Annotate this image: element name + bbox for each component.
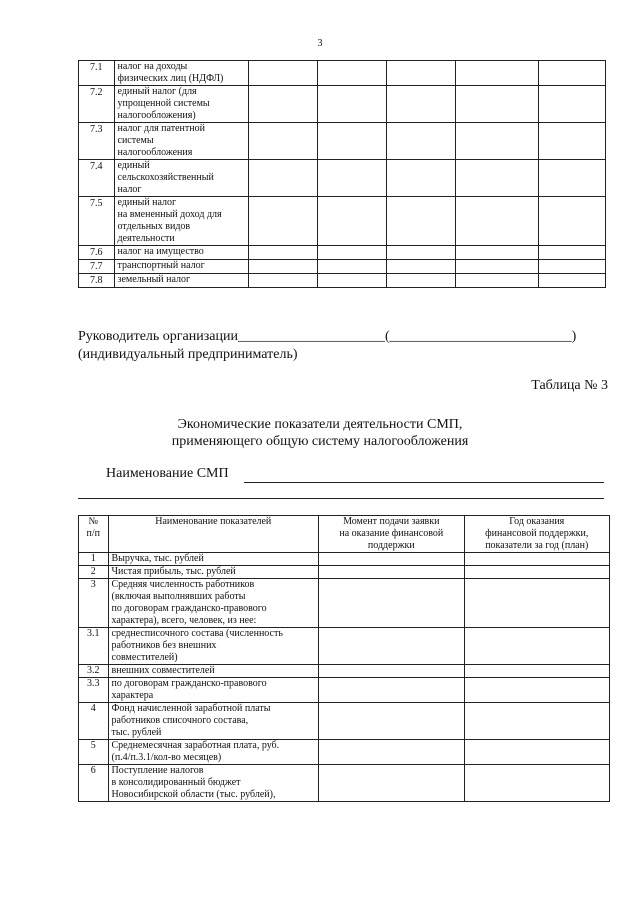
cell-line: деятельности xyxy=(117,233,175,244)
empty-value-cell[interactable] xyxy=(456,86,538,123)
table-row xyxy=(79,197,606,246)
cell-line: Средняя численность работников xyxy=(111,579,255,590)
empty-value-cell[interactable] xyxy=(317,160,386,197)
smp-name-second-line xyxy=(78,498,604,499)
cell-line: отдельных видов xyxy=(117,221,191,232)
table-row xyxy=(79,740,610,765)
table-row xyxy=(79,553,610,566)
empty-value-cell[interactable] xyxy=(387,123,456,160)
table-row xyxy=(79,246,606,260)
table-row xyxy=(79,160,606,197)
table-row xyxy=(79,274,606,288)
row-number: 3.1 xyxy=(79,628,109,665)
cell-line: единый налог (для xyxy=(117,86,197,97)
cell-line: упрощенной системы xyxy=(117,98,210,109)
empty-value-cell[interactable] xyxy=(319,553,464,566)
header-application-moment xyxy=(319,516,464,553)
empty-value-cell[interactable] xyxy=(538,260,605,274)
table-row xyxy=(79,260,606,274)
cell-line: единый налог xyxy=(117,197,177,208)
empty-value-cell[interactable] xyxy=(317,260,386,274)
cell-line: по договорам гражданско-правового xyxy=(111,603,267,614)
empty-value-cell[interactable] xyxy=(464,628,609,665)
cell-line: налог для патентной xyxy=(117,123,205,134)
page-number: 3 xyxy=(317,38,323,49)
empty-value-cell[interactable] xyxy=(464,740,609,765)
row-number: 7.6 xyxy=(79,246,115,260)
row-indicator-name xyxy=(108,678,319,703)
cell-line: (включая выполнявших работы xyxy=(111,591,246,602)
table-row xyxy=(79,86,606,123)
smp-name-field-line xyxy=(244,482,604,483)
table-row xyxy=(79,703,610,740)
header-number xyxy=(79,516,109,553)
cell-line: физических лиц (НДФЛ) xyxy=(117,73,224,84)
empty-value-cell[interactable] xyxy=(464,579,609,628)
row-number: 7.7 xyxy=(79,260,115,274)
table-number: Таблица № 3 xyxy=(531,378,608,393)
empty-value-cell[interactable] xyxy=(319,628,464,665)
cell-line: системы xyxy=(117,135,154,146)
empty-value-cell[interactable] xyxy=(456,246,538,260)
empty-value-cell[interactable] xyxy=(248,260,317,274)
cell-line: совместителей) xyxy=(111,652,178,663)
table-title-line1: Экономические показатели деятельности СМП, xyxy=(177,417,463,432)
row-indicator-name xyxy=(108,628,319,665)
empty-value-cell[interactable] xyxy=(456,260,538,274)
empty-value-cell[interactable] xyxy=(248,197,317,246)
cell-line: Среднемесячная заработная плата, руб. xyxy=(111,740,280,751)
cell-line: на оказание финансовой xyxy=(339,528,444,539)
empty-value-cell[interactable] xyxy=(387,61,456,86)
empty-value-cell[interactable] xyxy=(248,61,317,86)
empty-value-cell[interactable] xyxy=(538,246,605,260)
empty-value-cell[interactable] xyxy=(538,61,605,86)
table-row xyxy=(79,579,610,628)
empty-value-cell[interactable] xyxy=(538,197,605,246)
empty-value-cell[interactable] xyxy=(317,197,386,246)
row-number: 3 xyxy=(79,579,109,628)
row-number: 5 xyxy=(79,740,109,765)
table-row xyxy=(79,665,610,678)
row-tax-name xyxy=(114,197,248,246)
empty-value-cell[interactable] xyxy=(387,246,456,260)
row-number: 7.4 xyxy=(79,160,115,197)
empty-value-cell[interactable] xyxy=(248,160,317,197)
cell-line: по договорам гражданско-правового xyxy=(111,678,267,689)
table-title-line2: применяющего общую систему налогообложения xyxy=(171,434,469,449)
empty-value-cell[interactable] xyxy=(317,123,386,160)
empty-value-cell[interactable] xyxy=(464,566,609,579)
economic-indicators-table xyxy=(78,515,610,802)
row-indicator-name xyxy=(108,740,319,765)
row-number: 2 xyxy=(79,566,109,579)
signature-line: Руководитель организации_____________________(__________________________) xyxy=(78,329,577,344)
empty-value-cell[interactable] xyxy=(538,86,605,123)
cell-line: Новосибирской области (тыс. рублей), xyxy=(111,789,276,800)
cell-line: на вмененный доход для xyxy=(117,209,222,220)
table-title xyxy=(0,416,640,450)
row-number: 7.8 xyxy=(79,274,115,288)
cell-line: налогообложения) xyxy=(117,110,196,121)
cell-line: сельскохозяйственный xyxy=(117,172,214,183)
cell-line: работников без внешних xyxy=(111,640,217,651)
empty-value-cell[interactable] xyxy=(319,566,464,579)
empty-value-cell[interactable] xyxy=(456,274,538,288)
cell-line: среднесписочного состава (численность xyxy=(111,628,283,639)
cell-line: земельный налог xyxy=(117,274,191,285)
row-tax-name xyxy=(114,61,248,86)
smp-name-label: Наименование СМП xyxy=(106,466,229,481)
empty-value-cell[interactable] xyxy=(538,274,605,288)
header-indicator-name xyxy=(108,516,319,553)
row-indicator-name xyxy=(108,765,319,802)
cell-line: характера xyxy=(111,690,154,701)
row-tax-name xyxy=(114,260,248,274)
cell-line: показатели за год (план) xyxy=(485,540,589,551)
cell-line: налог xyxy=(117,184,142,195)
row-indicator-name xyxy=(108,566,319,579)
row-number: 1 xyxy=(79,553,109,566)
empty-value-cell[interactable] xyxy=(464,703,609,740)
table-row xyxy=(79,628,610,665)
empty-value-cell[interactable] xyxy=(387,260,456,274)
row-indicator-name xyxy=(108,553,319,566)
row-indicator-name xyxy=(108,703,319,740)
empty-value-cell[interactable] xyxy=(319,740,464,765)
cell-line: внешних совместителей xyxy=(111,665,215,676)
empty-value-cell[interactable] xyxy=(319,665,464,678)
empty-value-cell[interactable] xyxy=(319,579,464,628)
row-tax-name xyxy=(114,160,248,197)
row-number: 3.2 xyxy=(79,665,109,678)
empty-value-cell[interactable] xyxy=(248,274,317,288)
row-number: 7.5 xyxy=(79,197,115,246)
cell-line: работников списочного состава, xyxy=(111,715,249,726)
cell-line: п/п xyxy=(86,528,100,539)
row-indicator-name xyxy=(108,579,319,628)
empty-value-cell[interactable] xyxy=(317,86,386,123)
cell-line: Момент подачи заявки xyxy=(343,516,440,527)
cell-line: Год оказания xyxy=(509,516,565,527)
cell-line: № xyxy=(88,516,99,527)
empty-value-cell[interactable] xyxy=(538,123,605,160)
empty-value-cell[interactable] xyxy=(248,246,317,260)
row-number: 6 xyxy=(79,765,109,802)
cell-line: единый xyxy=(117,160,150,171)
cell-line: характера), всего, человек, из нее: xyxy=(111,615,257,626)
cell-line: налог на имущество xyxy=(117,246,204,257)
empty-value-cell[interactable] xyxy=(538,160,605,197)
row-number: 7.2 xyxy=(79,86,115,123)
table-row xyxy=(79,678,610,703)
row-tax-name xyxy=(114,246,248,260)
empty-value-cell[interactable] xyxy=(387,86,456,123)
table-row xyxy=(79,123,606,160)
empty-value-cell[interactable] xyxy=(387,160,456,197)
tax-table-continuation xyxy=(78,60,606,288)
table-row xyxy=(79,61,606,86)
row-tax-name xyxy=(114,274,248,288)
row-tax-name xyxy=(114,86,248,123)
cell-line: транспортный налог xyxy=(117,260,205,271)
empty-value-cell[interactable] xyxy=(319,678,464,703)
cell-line: налог на доходы xyxy=(117,61,188,72)
empty-value-cell[interactable] xyxy=(387,197,456,246)
cell-line: Выручка, тыс. рублей xyxy=(111,553,204,564)
empty-value-cell[interactable] xyxy=(456,61,538,86)
row-indicator-name xyxy=(108,665,319,678)
empty-value-cell[interactable] xyxy=(456,197,538,246)
empty-value-cell[interactable] xyxy=(464,665,609,678)
cell-line: финансовой поддержки, xyxy=(485,528,589,539)
empty-value-cell[interactable] xyxy=(464,553,609,566)
table-row xyxy=(79,566,610,579)
empty-value-cell[interactable] xyxy=(317,61,386,86)
row-tax-name xyxy=(114,123,248,160)
cell-line: Поступление налогов xyxy=(111,765,204,776)
empty-value-cell[interactable] xyxy=(248,123,317,160)
empty-value-cell[interactable] xyxy=(387,274,456,288)
empty-value-cell[interactable] xyxy=(464,678,609,703)
cell-line: налогообложения xyxy=(117,147,193,158)
cell-line: тыс. рублей xyxy=(111,727,162,738)
row-number: 4 xyxy=(79,703,109,740)
empty-value-cell[interactable] xyxy=(464,765,609,802)
signature-caption: (индивидуальный предприниматель) xyxy=(78,347,298,362)
empty-value-cell[interactable] xyxy=(319,765,464,802)
empty-value-cell[interactable] xyxy=(456,160,538,197)
empty-value-cell[interactable] xyxy=(456,123,538,160)
header-support-year xyxy=(464,516,609,553)
cell-line: (п.4/п.3.1/кол-во месяцев) xyxy=(111,752,222,763)
cell-line: в консолидированный бюджет xyxy=(111,777,241,788)
empty-value-cell[interactable] xyxy=(248,86,317,123)
cell-line: Чистая прибыль, тыс. рублей xyxy=(111,566,236,577)
row-number: 3.3 xyxy=(79,678,109,703)
cell-line: поддержки xyxy=(367,540,415,551)
cell-line: Наименование показателей xyxy=(155,516,272,527)
table-header-row xyxy=(79,516,610,553)
row-number: 7.1 xyxy=(79,61,115,86)
empty-value-cell[interactable] xyxy=(319,703,464,740)
row-number: 7.3 xyxy=(79,123,115,160)
empty-value-cell[interactable] xyxy=(317,246,386,260)
table-row xyxy=(79,765,610,802)
cell-line: Фонд начисленной заработной платы xyxy=(111,703,271,714)
empty-value-cell[interactable] xyxy=(317,274,386,288)
